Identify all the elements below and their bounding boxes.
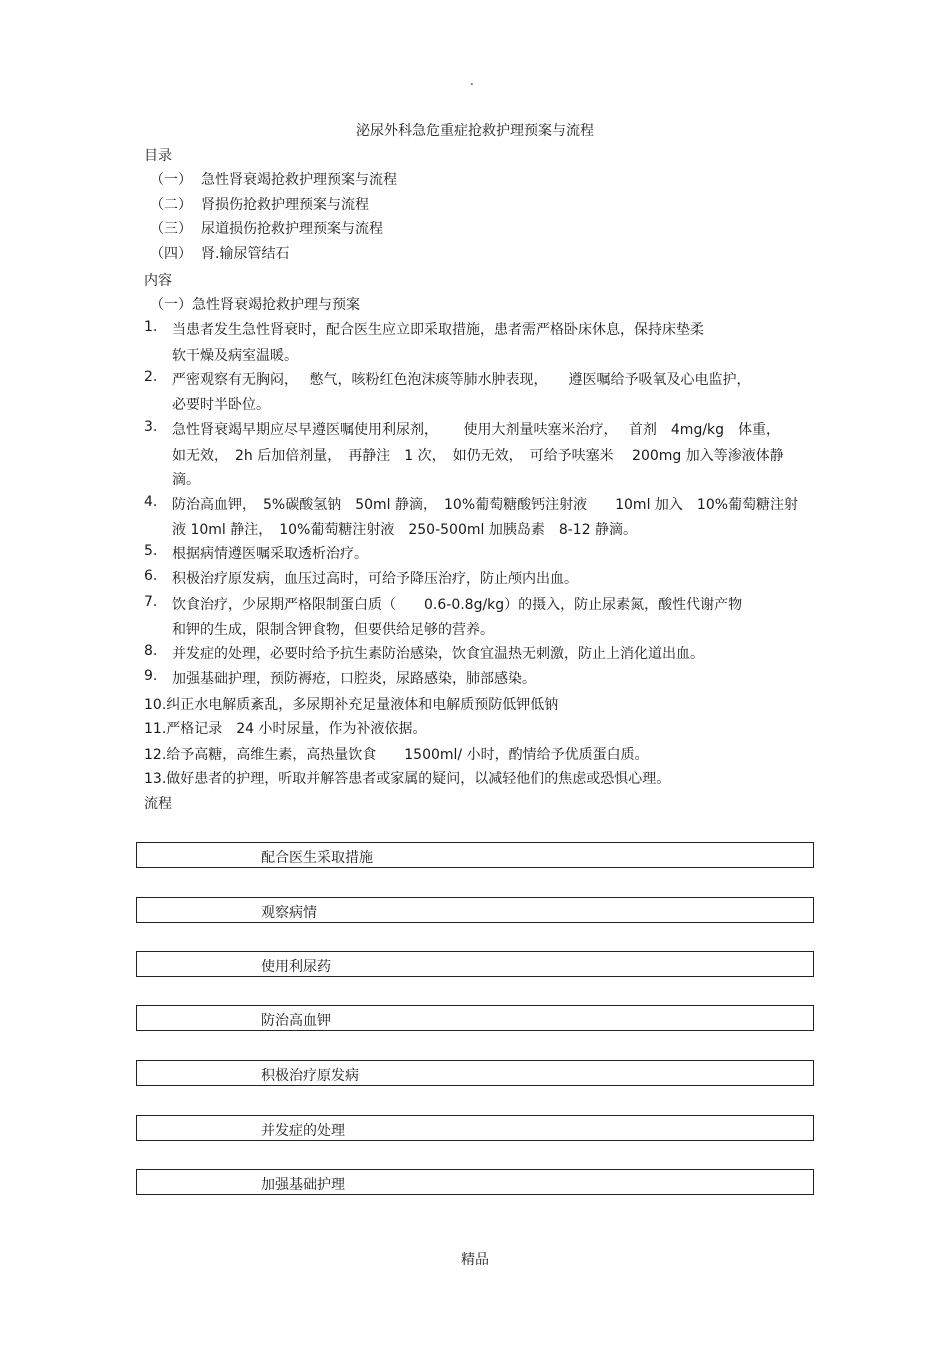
list-item-number: 5. [144, 543, 158, 559]
list-item-number: 2. [144, 369, 158, 385]
list-item-line: 软干燥及病室温暖。 [172, 348, 298, 364]
flow-step-box [136, 1005, 814, 1031]
list-item-line: 积极治疗原发病，血压过高时，可给予降压治疗，防止颅内出血。 [172, 571, 578, 587]
toc-item-number: （二） [150, 197, 192, 213]
list-item-line: 加强基础护理，预防褥疮，口腔炎，尿路感染，肺部感染。 [172, 671, 536, 687]
list-item-number: 3. [144, 419, 158, 435]
list-item-line: 和钾的生成，限制含钾食物，但要供给足够的营养。 [172, 622, 494, 638]
flow-step-box [136, 1115, 814, 1141]
list-item-line: 根据病情遵医嘱采取透析治疗。 [172, 546, 368, 562]
flow-step-label: 防治高血钾 [261, 1013, 331, 1029]
list-item-line: 严密观察有无胸闷， 憋气，咳粉红色泡沫痰等肺水肿表现， 遵医嘱给予吸氧及心电监护， [172, 372, 751, 388]
flow-step-box [136, 842, 814, 868]
list-item-line: 饮食治疗，少尿期严格限制蛋白质（ 0.6-0.8g/kg）的摄入，防止尿素氮，酸性代谢产物 [172, 597, 743, 613]
toc-item-text: 肾.输尿管结石 [201, 246, 290, 262]
list-item-line: 急性肾衰竭早期应尽早遵医嘱使用利尿剂， 使用大剂量呋塞米治疗， 首剂 4mg/kg 体重， [172, 422, 781, 438]
list-item-line: 11.严格记录 24 小时尿量，作为补液依据。 [144, 721, 427, 737]
list-item-line: 如无效， 2h 后加倍剂量， 再静注 1 次， 如仍无效， 可给予呋塞米 200mg 加入等渗液体静 [172, 448, 784, 464]
list-item-number: 9. [144, 668, 158, 684]
flow-step-label: 使用利尿药 [261, 959, 331, 975]
toc-item-number: （一） [150, 172, 192, 188]
flow-step-label: 积极治疗原发病 [261, 1068, 359, 1084]
list-item-line: 10.纠正水电解质紊乱，多尿期补充足量液体和电解质预防低钾低钠 [144, 697, 559, 713]
flow-step-box [136, 897, 814, 923]
flow-heading: 流程 [144, 796, 172, 812]
list-item-number: 4. [144, 494, 158, 510]
content-heading: 内容 [144, 273, 172, 289]
toc-heading: 目录 [144, 148, 172, 164]
toc-item-number: （四） [150, 246, 192, 262]
list-item-line: 12.给予高糖，高维生素，高热量饮食 1500ml/ 小时，酌情给予优质蛋白质。 [144, 747, 649, 763]
list-item-number: 6. [144, 568, 158, 584]
flow-step-box [136, 1169, 814, 1195]
list-item-line: 防治高血钾， 5%碳酸氢钠 50ml 静滴， 10%葡萄糖酸钙注射液 10ml 加入 10%葡萄糖注射 [172, 497, 799, 513]
list-item-line: 必要时半卧位。 [172, 397, 270, 413]
document-title: 泌尿外科急危重症抢救护理预案与流程 [356, 123, 594, 139]
list-item-line: 并发症的处理，必要时给予抗生素防治感染，饮食宜温热无刺激，防止上消化道出血。 [172, 646, 704, 662]
flow-step-box [136, 1060, 814, 1086]
content-subheading: （一）急性肾衰竭抢救护理与预案 [150, 297, 360, 313]
toc-item-number: （三） [150, 221, 192, 237]
flow-step-label: 并发症的处理 [261, 1123, 345, 1139]
page-footer: 精品 [461, 1252, 489, 1268]
flow-step-box [136, 951, 814, 977]
toc-item-text: 肾损伤抢救护理预案与流程 [201, 197, 369, 213]
list-item-line: 滴。 [172, 472, 200, 488]
list-item-line: 当患者发生急性肾衰时，配合医生应立即采取措施，患者需严格卧床休息，保持床垫柔 [172, 322, 704, 338]
header-mark: . [470, 74, 474, 88]
flow-step-label: 加强基础护理 [261, 1177, 345, 1193]
toc-item-text: 急性肾衰竭抢救护理预案与流程 [201, 172, 397, 188]
list-item-number: 7. [144, 594, 158, 610]
toc-item-text: 尿道损伤抢救护理预案与流程 [201, 221, 383, 237]
list-item-line: 13.做好患者的护理，听取并解答患者或家属的疑问，以减轻他们的焦虑或恐惧心理。 [144, 771, 671, 787]
list-item-number: 1. [144, 319, 158, 335]
list-item-number: 8. [144, 643, 158, 659]
flow-step-label: 配合医生采取措施 [261, 850, 373, 866]
list-item-line: 液 10ml 静注， 10%葡萄糖注射液 250-500ml 加胰岛素 8-12 静滴。 [172, 522, 638, 538]
flow-step-label: 观察病情 [261, 905, 317, 921]
